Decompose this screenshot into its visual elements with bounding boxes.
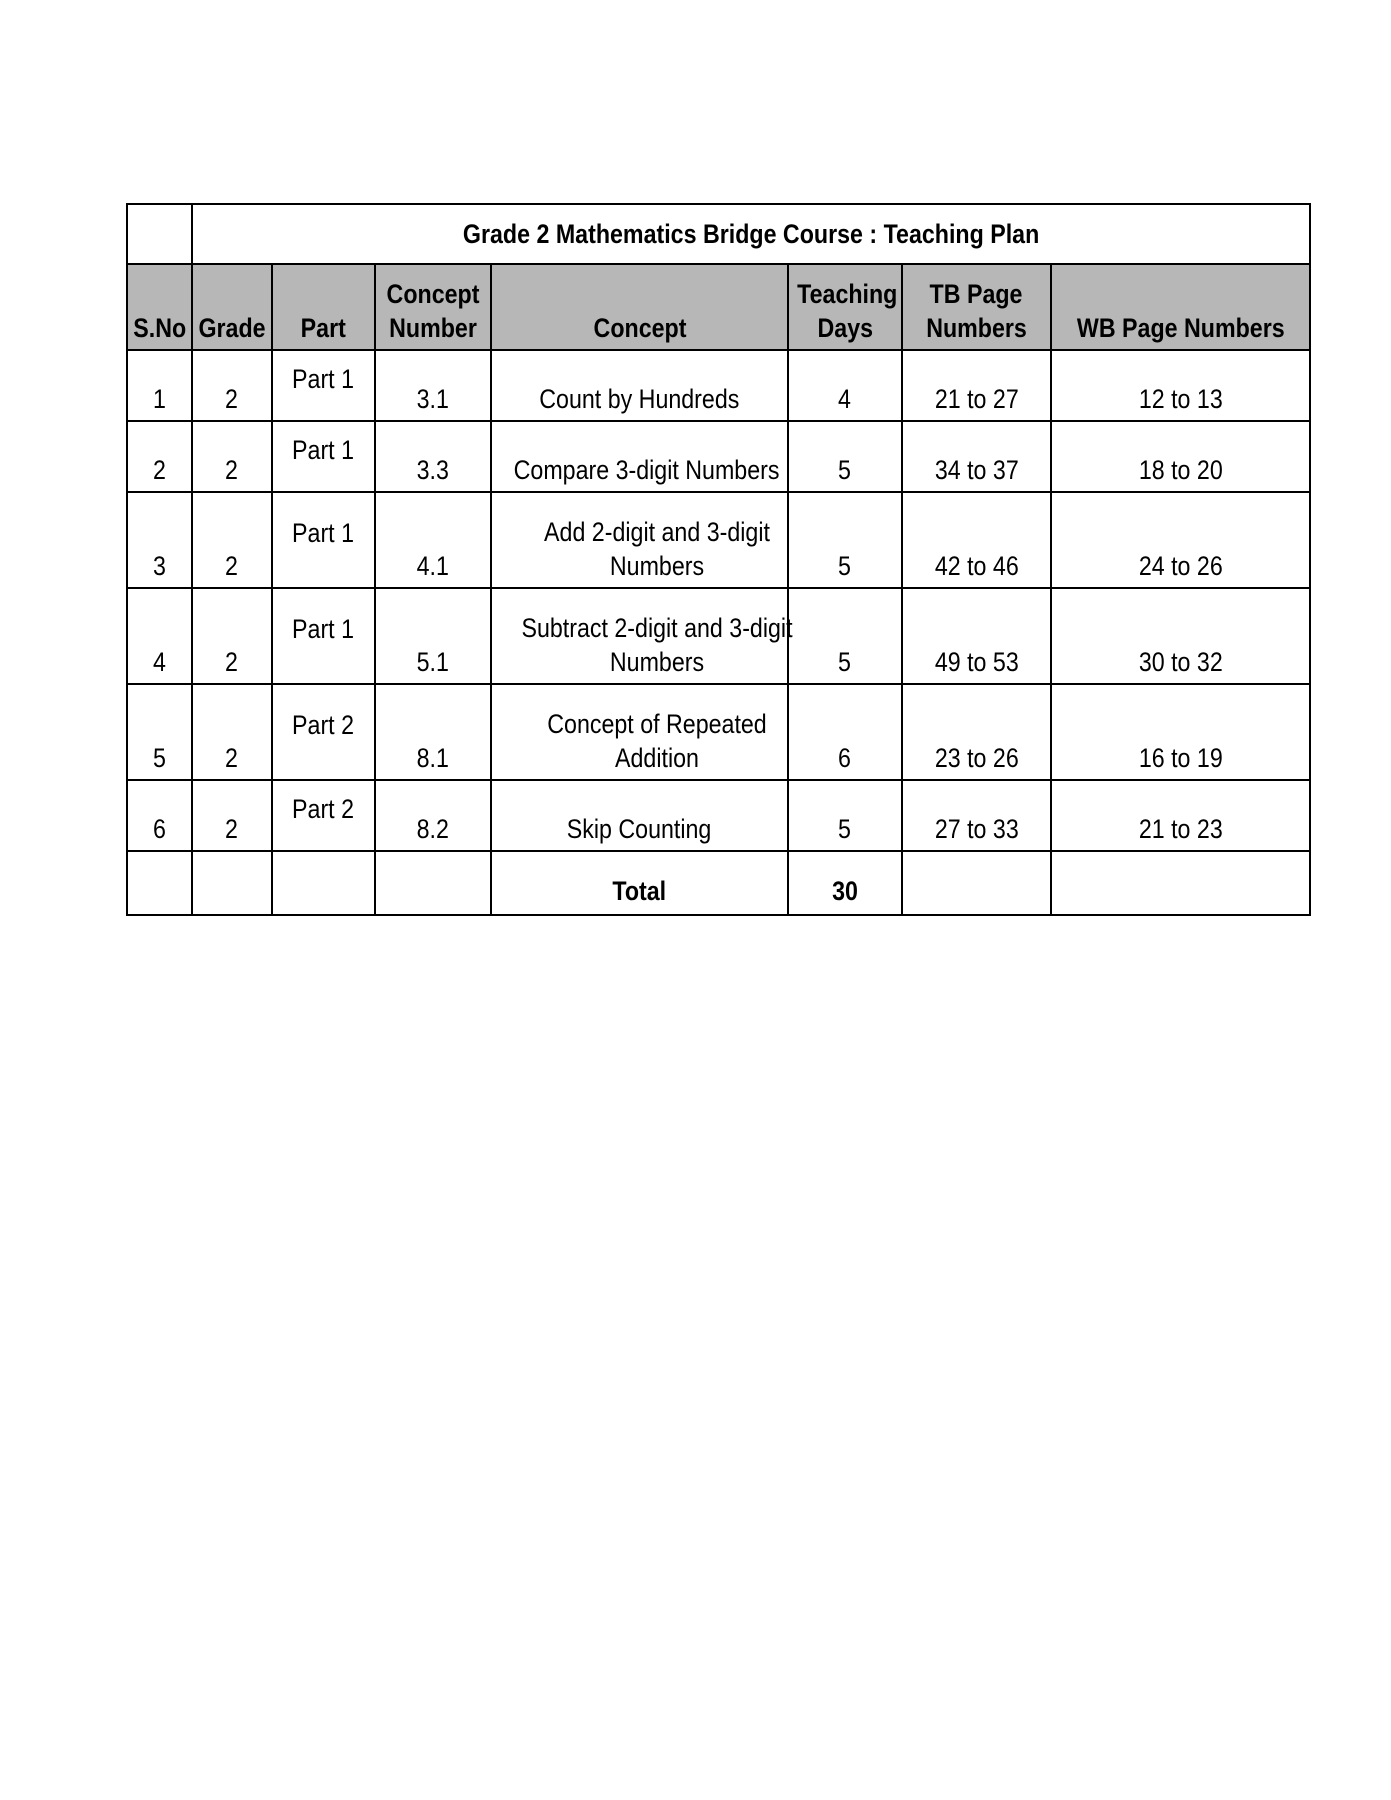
total-teaching-days: 30 xyxy=(788,851,902,915)
empty-cell xyxy=(902,851,1051,915)
cell-wb-pages: 16 to 19 xyxy=(1051,684,1310,780)
cell-wb-pages: 21 to 23 xyxy=(1051,780,1310,851)
cell-sno: 1 xyxy=(127,350,192,421)
cell-part: Part 1 xyxy=(272,350,375,421)
header-concept-number: Concept Number xyxy=(375,264,491,350)
header-grade: Grade xyxy=(192,264,272,350)
cell-tb-pages: 42 to 46 xyxy=(902,492,1051,588)
cell-grade: 2 xyxy=(192,684,272,780)
cell-concept: Subtract 2-digit and 3-digit Numbers xyxy=(491,588,788,684)
header-sno: S.No xyxy=(127,264,192,350)
table-row xyxy=(127,492,1310,588)
cell-tb-pages: 23 to 26 xyxy=(902,684,1051,780)
header-tb-pages: TB Page Numbers xyxy=(902,264,1051,350)
total-label: Total xyxy=(491,851,788,915)
table-row xyxy=(127,421,1310,492)
table-row xyxy=(127,780,1310,851)
cell-tb-pages: 49 to 53 xyxy=(902,588,1051,684)
cell-grade: 2 xyxy=(192,780,272,851)
cell-tb-pages: 21 to 27 xyxy=(902,350,1051,421)
cell-concept-number: 3.1 xyxy=(375,350,491,421)
empty-cell xyxy=(1051,851,1310,915)
table-row xyxy=(127,588,1310,684)
cell-wb-pages: 24 to 26 xyxy=(1051,492,1310,588)
cell-concept: Concept of Repeated Addition xyxy=(491,684,788,780)
cell-sno: 4 xyxy=(127,588,192,684)
cell-part: Part 2 xyxy=(272,684,375,780)
cell-teaching-days: 5 xyxy=(788,588,902,684)
cell-teaching-days: 6 xyxy=(788,684,902,780)
table-row xyxy=(127,350,1310,421)
cell-concept-number: 8.2 xyxy=(375,780,491,851)
empty-cell xyxy=(272,851,375,915)
total-row xyxy=(127,851,1310,915)
cell-concept: Skip Counting xyxy=(491,780,788,851)
cell-concept-number: 8.1 xyxy=(375,684,491,780)
cell-part: Part 1 xyxy=(272,492,375,588)
cell-sno: 6 xyxy=(127,780,192,851)
table-title: Grade 2 Mathematics Bridge Course : Teaching Plan xyxy=(192,204,1310,264)
cell-wb-pages: 30 to 32 xyxy=(1051,588,1310,684)
cell-concept: Count by Hundreds xyxy=(491,350,788,421)
title-row xyxy=(127,204,1310,264)
cell-grade: 2 xyxy=(192,350,272,421)
header-teaching-days: Teaching Days xyxy=(788,264,902,350)
empty-cell xyxy=(375,851,491,915)
empty-cell xyxy=(127,204,192,264)
cell-concept: Add 2-digit and 3-digit Numbers xyxy=(491,492,788,588)
cell-part: Part 1 xyxy=(272,421,375,492)
cell-sno: 2 xyxy=(127,421,192,492)
cell-grade: 2 xyxy=(192,421,272,492)
cell-concept-number: 5.1 xyxy=(375,588,491,684)
cell-teaching-days: 5 xyxy=(788,421,902,492)
table-row xyxy=(127,684,1310,780)
teaching-plan-table xyxy=(126,203,1311,916)
cell-sno: 3 xyxy=(127,492,192,588)
header-part: Part xyxy=(272,264,375,350)
cell-part: Part 1 xyxy=(272,588,375,684)
header-concept: Concept xyxy=(491,264,788,350)
cell-concept-number: 4.1 xyxy=(375,492,491,588)
cell-grade: 2 xyxy=(192,588,272,684)
cell-concept-number: 3.3 xyxy=(375,421,491,492)
cell-teaching-days: 4 xyxy=(788,350,902,421)
cell-sno: 5 xyxy=(127,684,192,780)
cell-wb-pages: 12 to 13 xyxy=(1051,350,1310,421)
cell-wb-pages: 18 to 20 xyxy=(1051,421,1310,492)
empty-cell xyxy=(192,851,272,915)
cell-teaching-days: 5 xyxy=(788,780,902,851)
cell-tb-pages: 34 to 37 xyxy=(902,421,1051,492)
header-wb-pages: WB Page Numbers xyxy=(1051,264,1310,350)
cell-part: Part 2 xyxy=(272,780,375,851)
empty-cell xyxy=(127,851,192,915)
header-row xyxy=(127,264,1310,350)
cell-tb-pages: 27 to 33 xyxy=(902,780,1051,851)
cell-concept: Compare 3-digit Numbers xyxy=(491,421,788,492)
cell-grade: 2 xyxy=(192,492,272,588)
cell-teaching-days: 5 xyxy=(788,492,902,588)
